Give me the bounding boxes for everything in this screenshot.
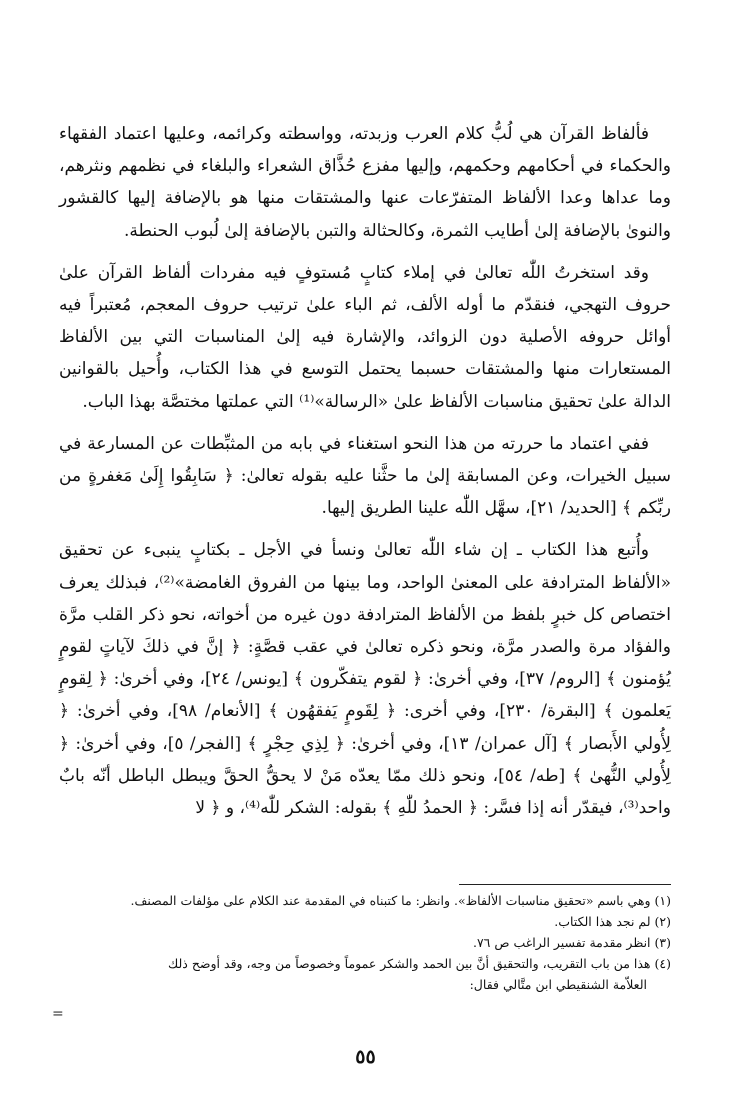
paragraph-istikhara: وقد استخرتُ اللّٰه تعالىٰ في إملاء كتابٍ مُستوفٍ فيه مفردات ألفاظ القرآن علىٰ حروف التهجي، فنقدّم ما أوله الألف، ثم الباء علىٰ ترتيب حروف المعجم، مُعتبراً فيه أوائل حروفه الأصلية دون الزوائد، والإشارة فيه إلىٰ المناسبات التي بين الألفاظ المستعارات منها والمشتقات حسبما يحتمل التوسع في هذا الكتاب، وأُحيل بالقوانين الدالة علىٰ تحقيق مناسبات الألفاظ علىٰ «الرسالة»⁽¹⁾ التي عملتها مختصَّة بهذا الباب. (59, 262, 671, 412)
footnote-divider (459, 884, 671, 885)
footnote-4-continuation: العلاّمة الشنقيطي ابن متَّالي فقال: (469, 977, 647, 992)
footnotes (59, 890, 671, 995)
paragraph-kitab-furuq: وأُتبع هذا الكتاب ـ إن شاء اللّٰه تعالىٰ ونسأ في الأجل ـ بكتابٍ ينبىء عن تحقيق «الألفاظ المترادفة على المعنىٰ الواحد، وما بينها من الفروق الغامضة»⁽²⁾، فبذلك يعرف اختصاص كل خبرٍ بلفظ من الألفاظ المترادفة دون غيره من أخواته، نحو ذكر القلب مرَّة والفؤاد مرة والصدر مرَّة، ونحو ذكره تعالىٰ في عقب قصَّةٍ: ﴿ إنَّ في ذلكَ لآياتٍ لقومٍ يُؤمنون ﴾ [الروم/ ٣٧]، وفي أخرىٰ: ﴿ لقوم يتفكّرون ﴾ [يونس/ ٢٤]، وفي أخرىٰ: ﴿ لِقومٍ يَعلمون ﴾ [البقرة/ ٢٣٠]، وفي أخرى: ﴿ لِقَومٍ يَفقهُون ﴾ [الأنعام/ ٩٨]، وفي أخرىٰ: ﴿ لِأُولي الأَبصار ﴾ [آل عمران/ ١٣]، وفي أخرىٰ: ﴿ لِذِي حِجْرٍ ﴾ [الفجر/ ٥]، وفي أخرىٰ: ﴿ لِأُولي النُّهىٰ ﴾ [طه/ ٥٤]، ونحو ذلك ممّا يعدّه مَنْ لا يحقُّ الحقَّ ويبطل الباطل أنّه بابٌ واحد⁽³⁾، فيقدّر أنه إذا فسَّر: ﴿ الحمدُ للّٰهِ ﴾ بقوله: الشكر للّٰه⁽⁴⁾، و ﴿ لا (59, 540, 672, 819)
footnote-2: (٢) لم نجد هذا الكتاب. (554, 914, 671, 929)
continuation-mark: = (52, 1006, 64, 1022)
paragraph-itimad: ففي اعتماد ما حررته من هذا النحو استغناء في بابه من المثبِّطات عن المسارعة في سبيل الخيرات، وعن المسابقة إلىٰ ما حثَّنا عليه بقوله تعالىٰ: ﴿ سَابِقُوا إِلَىٰ مَغفرةٍ من ربِّكم ﴾ [الحديد/ ٢١]، سهَّل اللّٰه علينا الطريق إليها. (59, 433, 671, 519)
page-number: ٥٥ (355, 1046, 376, 1068)
footnote-4: (٤) هذا من باب التقريب، والتحقيق أنَّ بين الحمد والشكر عموماً وخصوصاً من وجه، وقد أوضح ذلك (167, 956, 671, 971)
footnote-1: (١) وهي باسم «تحقيق مناسبات الألفاظ». وانظر: ما كتبناه في المقدمة عند الكلام على مؤلفات المصنف. (130, 893, 671, 908)
main-text (59, 118, 671, 834)
footnote-3: (٣) انظر مقدمة تفسير الراغب ص ٧٦. (472, 935, 671, 950)
paragraph-alfaz: فألفاظ القرآن هي لُبُّ كلام العرب وزبدته، وواسطته وكرائمه، وعليها اعتماد الفقهاء والحكماء في أحكامهم وحكمهم، وإليها مفزع حُذَّاق الشعراء والبلغاء في نظمهم ونثرهم، وما عداها وعدا الألفاظ المتفرّعات عنها والمشتقات منها هو بالإضافة إليها كالقشور والنوىٰ بالإضافة إلىٰ أطايب الثمرة، وكالحثالة والتبن بالإضافة إلىٰ لُبوب الحنطة. (59, 124, 671, 241)
